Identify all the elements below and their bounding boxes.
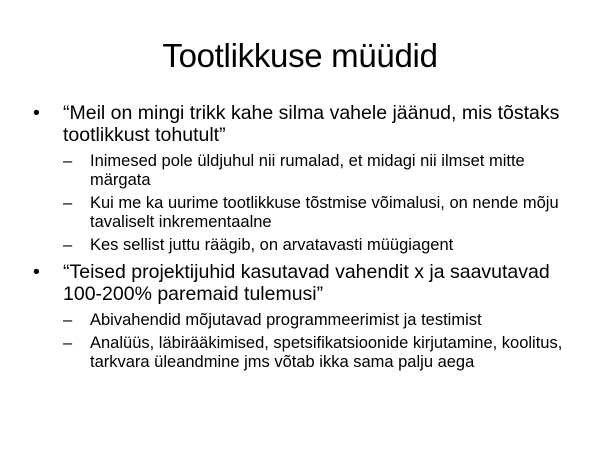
sub-item-text: Analüüs, läbirääkimised, spetsifikatsioonide kirjutamine, koolitus, tarkvara üleandmine jms võtab ikka sama palju aega — [90, 334, 563, 371]
bullet-item-1 — [30, 102, 580, 146]
bullet-text: “Meil on mingi trikk kahe silma vahele jäänud, mis tõstaks tootlikkust tohutult” — [63, 102, 560, 146]
sub-item-1-1 — [30, 152, 580, 190]
bullet-item-2 — [30, 261, 580, 305]
dash-icon: – — [63, 236, 73, 254]
dash-icon: – — [63, 334, 73, 352]
sub-item-1-3 — [30, 236, 580, 255]
bullet-icon: • — [33, 102, 40, 124]
sub-item-text: Inimesed pole üldjuhul nii rumalad, et midagi nii ilmset mitte märgata — [90, 152, 525, 189]
sub-item-1-2 — [30, 194, 580, 232]
slide-title: Tootlikkuse müüdid — [162, 37, 438, 74]
sub-item-text: Kui me ka uurime tootlikkuse tõstmise võimalusi, on nende mõju tavaliselt inkrementaalne — [90, 194, 559, 231]
sub-item-2-1 — [30, 311, 580, 330]
dash-icon: – — [63, 194, 73, 212]
sub-item-text: Kes sellist juttu räägib, on arvatavasti müügiagent — [90, 236, 454, 254]
bullet-text: “Teised projektijuhid kasutavad vahendit x ja saavutavad 100-200% paremaid tulemusi” — [63, 261, 550, 305]
dash-icon: – — [63, 152, 73, 170]
dash-icon: – — [63, 311, 73, 329]
bullet-icon: • — [33, 261, 40, 283]
sub-item-text: Abivahendid mõjutavad programmeerimist ja testimist — [90, 311, 482, 329]
sub-item-2-2 — [30, 334, 580, 372]
slide-content — [30, 102, 580, 376]
